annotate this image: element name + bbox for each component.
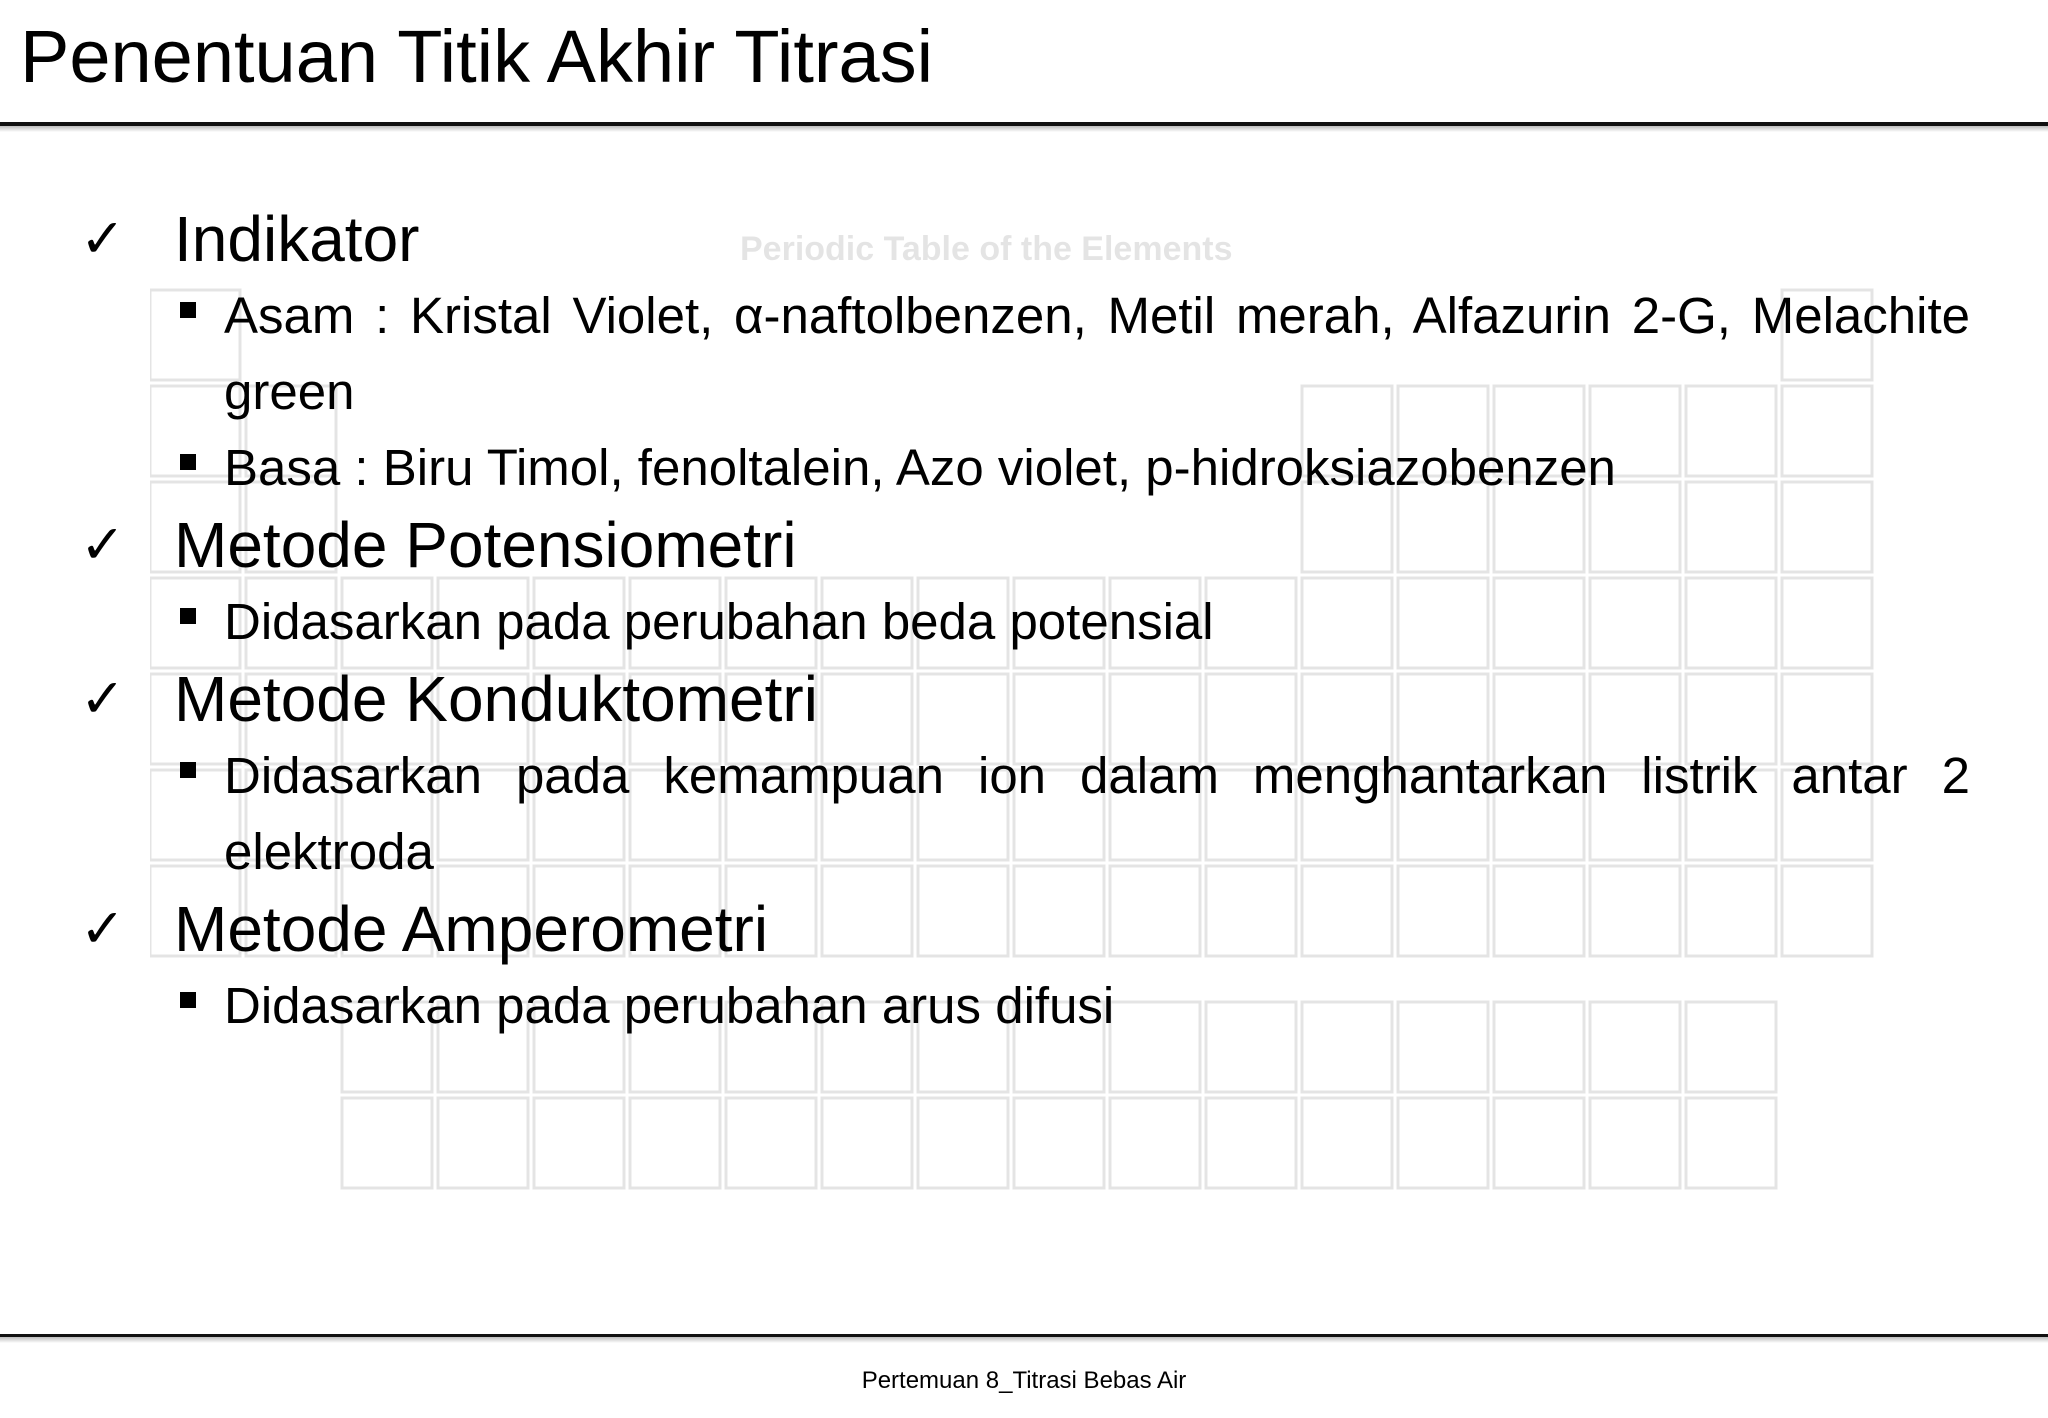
section-heading: Indikator	[174, 203, 420, 275]
section-heading: Metode Konduktometri	[174, 663, 818, 735]
square-bullet-icon	[180, 302, 196, 318]
section-amperometri	[80, 890, 1970, 1044]
bullet-text: Didasarkan pada perubahan beda potensial	[224, 593, 1214, 650]
bullet-item	[224, 738, 1970, 890]
watermark-cell	[1686, 1098, 1776, 1188]
bullet-text: Didasarkan pada perubahan arus difusi	[224, 977, 1115, 1034]
square-bullet-icon	[180, 992, 196, 1008]
slide-body	[80, 200, 1970, 1044]
watermark-cell	[1110, 1098, 1200, 1188]
bullet-text: Didasarkan pada kemampuan ion dalam menghantarkan listrik antar 2 elektroda	[224, 747, 1970, 880]
checkmark-icon: ✓	[80, 515, 126, 575]
watermark-cell	[534, 1098, 624, 1188]
slide-footer: Pertemuan 8_Titrasi Bebas Air	[861, 1367, 1187, 1394]
watermark-cell	[1014, 1098, 1104, 1188]
watermark-cell	[630, 1098, 720, 1188]
slide-title: Penentuan Titik Akhir Titrasi	[20, 15, 934, 98]
watermark-cell	[726, 1098, 816, 1188]
watermark-cell	[438, 1098, 528, 1188]
section-potensiometri	[80, 506, 1970, 660]
section-indikator	[80, 200, 1970, 506]
footer-divider-shadow	[0, 1337, 2048, 1343]
watermark-cell	[1590, 1098, 1680, 1188]
checkmark-icon: ✓	[80, 899, 126, 959]
bullet-item	[224, 278, 1970, 430]
bullet-text: Asam : Kristal Violet, α-naftolbenzen, Metil merah, Alfazurin 2-G, Melachite green	[224, 287, 1970, 420]
watermark-cell	[1494, 1098, 1584, 1188]
title-divider-shadow	[0, 126, 2048, 132]
watermark-cell	[1398, 1098, 1488, 1188]
checkmark-icon: ✓	[80, 209, 126, 269]
square-bullet-icon	[180, 608, 196, 624]
square-bullet-icon	[180, 454, 196, 470]
section-konduktometri	[80, 660, 1970, 890]
bullet-item	[224, 430, 1970, 506]
checkmark-icon: ✓	[80, 669, 126, 729]
section-heading: Metode Amperometri	[174, 893, 769, 965]
watermark-cell	[1302, 1098, 1392, 1188]
bullet-text: Basa : Biru Timol, fenoltalein, Azo violet, p-hidroksiazobenzen	[224, 439, 1616, 496]
watermark-cell	[918, 1098, 1008, 1188]
bullet-item	[224, 584, 1970, 660]
watermark-cell	[1206, 1098, 1296, 1188]
watermark-cell	[822, 1098, 912, 1188]
watermark-title: Periodic Table of the Elements	[740, 230, 1233, 268]
section-heading: Metode Potensiometri	[174, 509, 797, 581]
watermark-cell	[342, 1098, 432, 1188]
square-bullet-icon	[180, 762, 196, 778]
bullet-item	[224, 968, 1970, 1044]
